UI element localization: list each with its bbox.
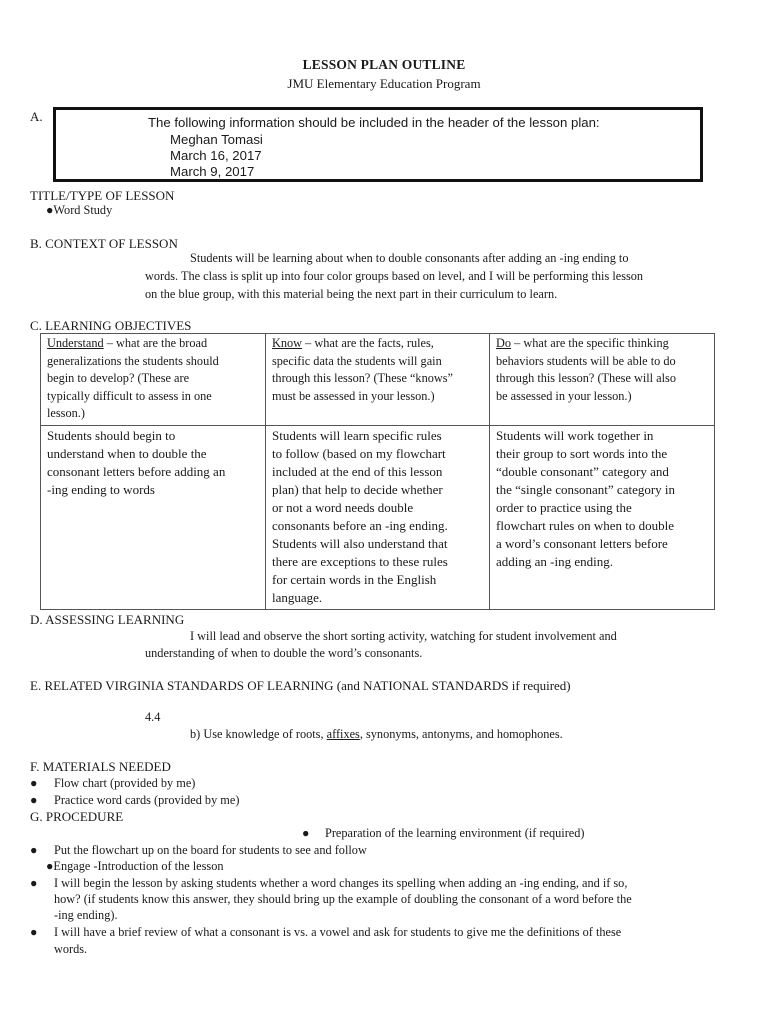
procedure-item-2-line: I will have a brief review of what a consonant is vs. a vowel and ask for students to give me the definitions of these <box>54 925 622 939</box>
body-text: Students should begin to <box>47 427 176 443</box>
section-b-heading: B. CONTEXT OF LESSON <box>30 236 178 251</box>
body-text: -ing ending to words <box>47 481 155 497</box>
procedure-prep: Preparation of the learning environment (if required) <box>325 826 585 840</box>
title-type-heading: TITLE/TYPE OF LESSON <box>30 188 175 203</box>
body-text: included at the end of this lesson <box>272 463 443 479</box>
body-text: Students will work together in <box>496 427 654 443</box>
bullet-icon: ● <box>30 925 38 939</box>
procedure-item-1-line: -ing ending). <box>54 908 118 922</box>
standard-description <box>190 726 563 744</box>
body-text: consonants before an -ing ending. <box>272 517 448 533</box>
header-text: typically difficult to assess in one <box>47 388 212 403</box>
standard-text: b) Use knowledge of roots, <box>190 727 327 741</box>
header-text: through this lesson? (These will also <box>496 371 676 385</box>
header-text: – what are the broad <box>103 336 208 350</box>
bullet-icon: ● <box>30 793 38 807</box>
section-f-heading: F. MATERIALS NEEDED <box>30 759 171 774</box>
body-text: Students will learn specific rules <box>272 427 442 443</box>
header-text: be assessed in your lesson.) <box>496 388 632 403</box>
procedure-item-1-line: I will begin the lesson by asking students whether a word changes its spelling when adding an -ing ending, and if so, <box>54 876 628 890</box>
body-text: consonant letters before adding an <box>47 463 226 479</box>
body-text: order to practice using the <box>496 499 632 515</box>
section-e-heading: E. RELATED VIRGINIA STANDARDS OF LEARNING (and NATIONAL STANDARDS if required) <box>30 678 571 693</box>
procedure-item-1-line: how? (if students know this answer, they should bring up the example of doubling the consonant of a word before the <box>54 892 632 906</box>
body-text: “double consonant” category and <box>496 463 669 479</box>
procedure-prep-item: Put the flowchart up on the board for students to see and follow <box>54 843 367 857</box>
do-term: Do <box>496 336 512 350</box>
bullet-icon: ● <box>302 826 310 840</box>
understand-term: Understand <box>47 336 104 350</box>
understand-body-cell <box>41 425 266 609</box>
page-subtitle: JMU Elementary Education Program <box>287 76 481 91</box>
title-type-value: ●Word Study <box>46 203 113 217</box>
do-header-cell <box>490 334 715 426</box>
bullet-icon: ● <box>30 876 38 890</box>
body-text: adding an -ing ending. <box>496 553 613 569</box>
lesson-date-2: March 9, 2017 <box>170 164 255 179</box>
standard-code: 4.4 <box>145 710 161 724</box>
body-text: their group to sort words into the <box>496 445 668 461</box>
section-b-line: Students will be learning about when to double consonants after adding an -ing ending to <box>190 251 629 265</box>
header-text: lesson.) <box>47 406 85 420</box>
standard-text: , synonyms, antonyms, and homophones. <box>359 727 563 741</box>
header-text: specific data the students will gain <box>272 353 442 368</box>
table-header-row <box>41 334 715 426</box>
bullet-icon: ● <box>30 776 38 790</box>
know-term: Know <box>272 336 303 350</box>
bullet-icon: ● <box>30 843 38 857</box>
body-text: flowchart rules on when to double <box>496 517 674 533</box>
know-header-cell <box>266 334 490 426</box>
procedure-item-2-line: words. <box>54 942 88 956</box>
header-box-intro: The following information should be included in the header of the lesson plan: <box>148 115 600 130</box>
procedure-engage: ●Engage -Introduction of the lesson <box>46 859 224 873</box>
header-text: generalizations the students should <box>47 353 219 368</box>
section-d-line: I will lead and observe the short sorting activity, watching for student involvement and <box>190 629 617 643</box>
header-text: must be assessed in your lesson.) <box>272 388 435 403</box>
table-body-row <box>41 425 715 609</box>
do-body-cell <box>490 425 715 609</box>
header-text: through this lesson? (These “knows” <box>272 371 454 385</box>
material-item: Flow chart (provided by me) <box>54 776 196 790</box>
understand-header-cell <box>41 334 266 426</box>
body-text: to follow (based on my flowchart <box>272 445 446 461</box>
know-body-cell <box>266 425 490 609</box>
section-g-heading: G. PROCEDURE <box>30 809 124 824</box>
header-text: begin to develop? (These are <box>47 371 190 385</box>
affixes-term: affixes <box>326 727 360 741</box>
header-text: – what are the facts, rules, <box>302 336 434 350</box>
body-text: understand when to double the <box>47 445 207 461</box>
header-text: behaviors students will be able to do <box>496 353 676 368</box>
section-b-line: words. The class is split up into four color groups based on level, and I will be performing this lesson <box>145 269 644 283</box>
body-text: Students will also understand that <box>272 535 448 551</box>
material-item: Practice word cards (provided by me) <box>54 793 240 807</box>
lesson-date-1: March 16, 2017 <box>170 148 262 163</box>
section-a-letter: A. <box>30 109 43 124</box>
header-text: – what are the specific thinking <box>511 336 669 350</box>
body-text: there are exceptions to these rules <box>272 553 448 569</box>
teacher-name: Meghan Tomasi <box>170 132 263 147</box>
learning-objectives-table <box>40 333 715 610</box>
section-d-line: understanding of when to double the word’s consonants. <box>145 646 423 660</box>
section-b-line: on the blue group, with this material being the next part in their curriculum to learn. <box>145 287 558 301</box>
body-text: language. <box>272 589 323 605</box>
page-title: LESSON PLAN OUTLINE <box>302 57 466 72</box>
body-text: a word’s consonant letters before <box>496 535 668 551</box>
body-text: plan) that help to decide whether <box>272 481 443 497</box>
body-text: for certain words in the English <box>272 571 437 587</box>
body-text: or not a word needs double <box>272 499 414 515</box>
body-text: the “single consonant” category in <box>496 481 676 497</box>
section-c-heading: C. LEARNING OBJECTIVES <box>30 318 192 333</box>
header-info-box <box>53 107 703 182</box>
section-d-heading: D. ASSESSING LEARNING <box>30 612 185 627</box>
